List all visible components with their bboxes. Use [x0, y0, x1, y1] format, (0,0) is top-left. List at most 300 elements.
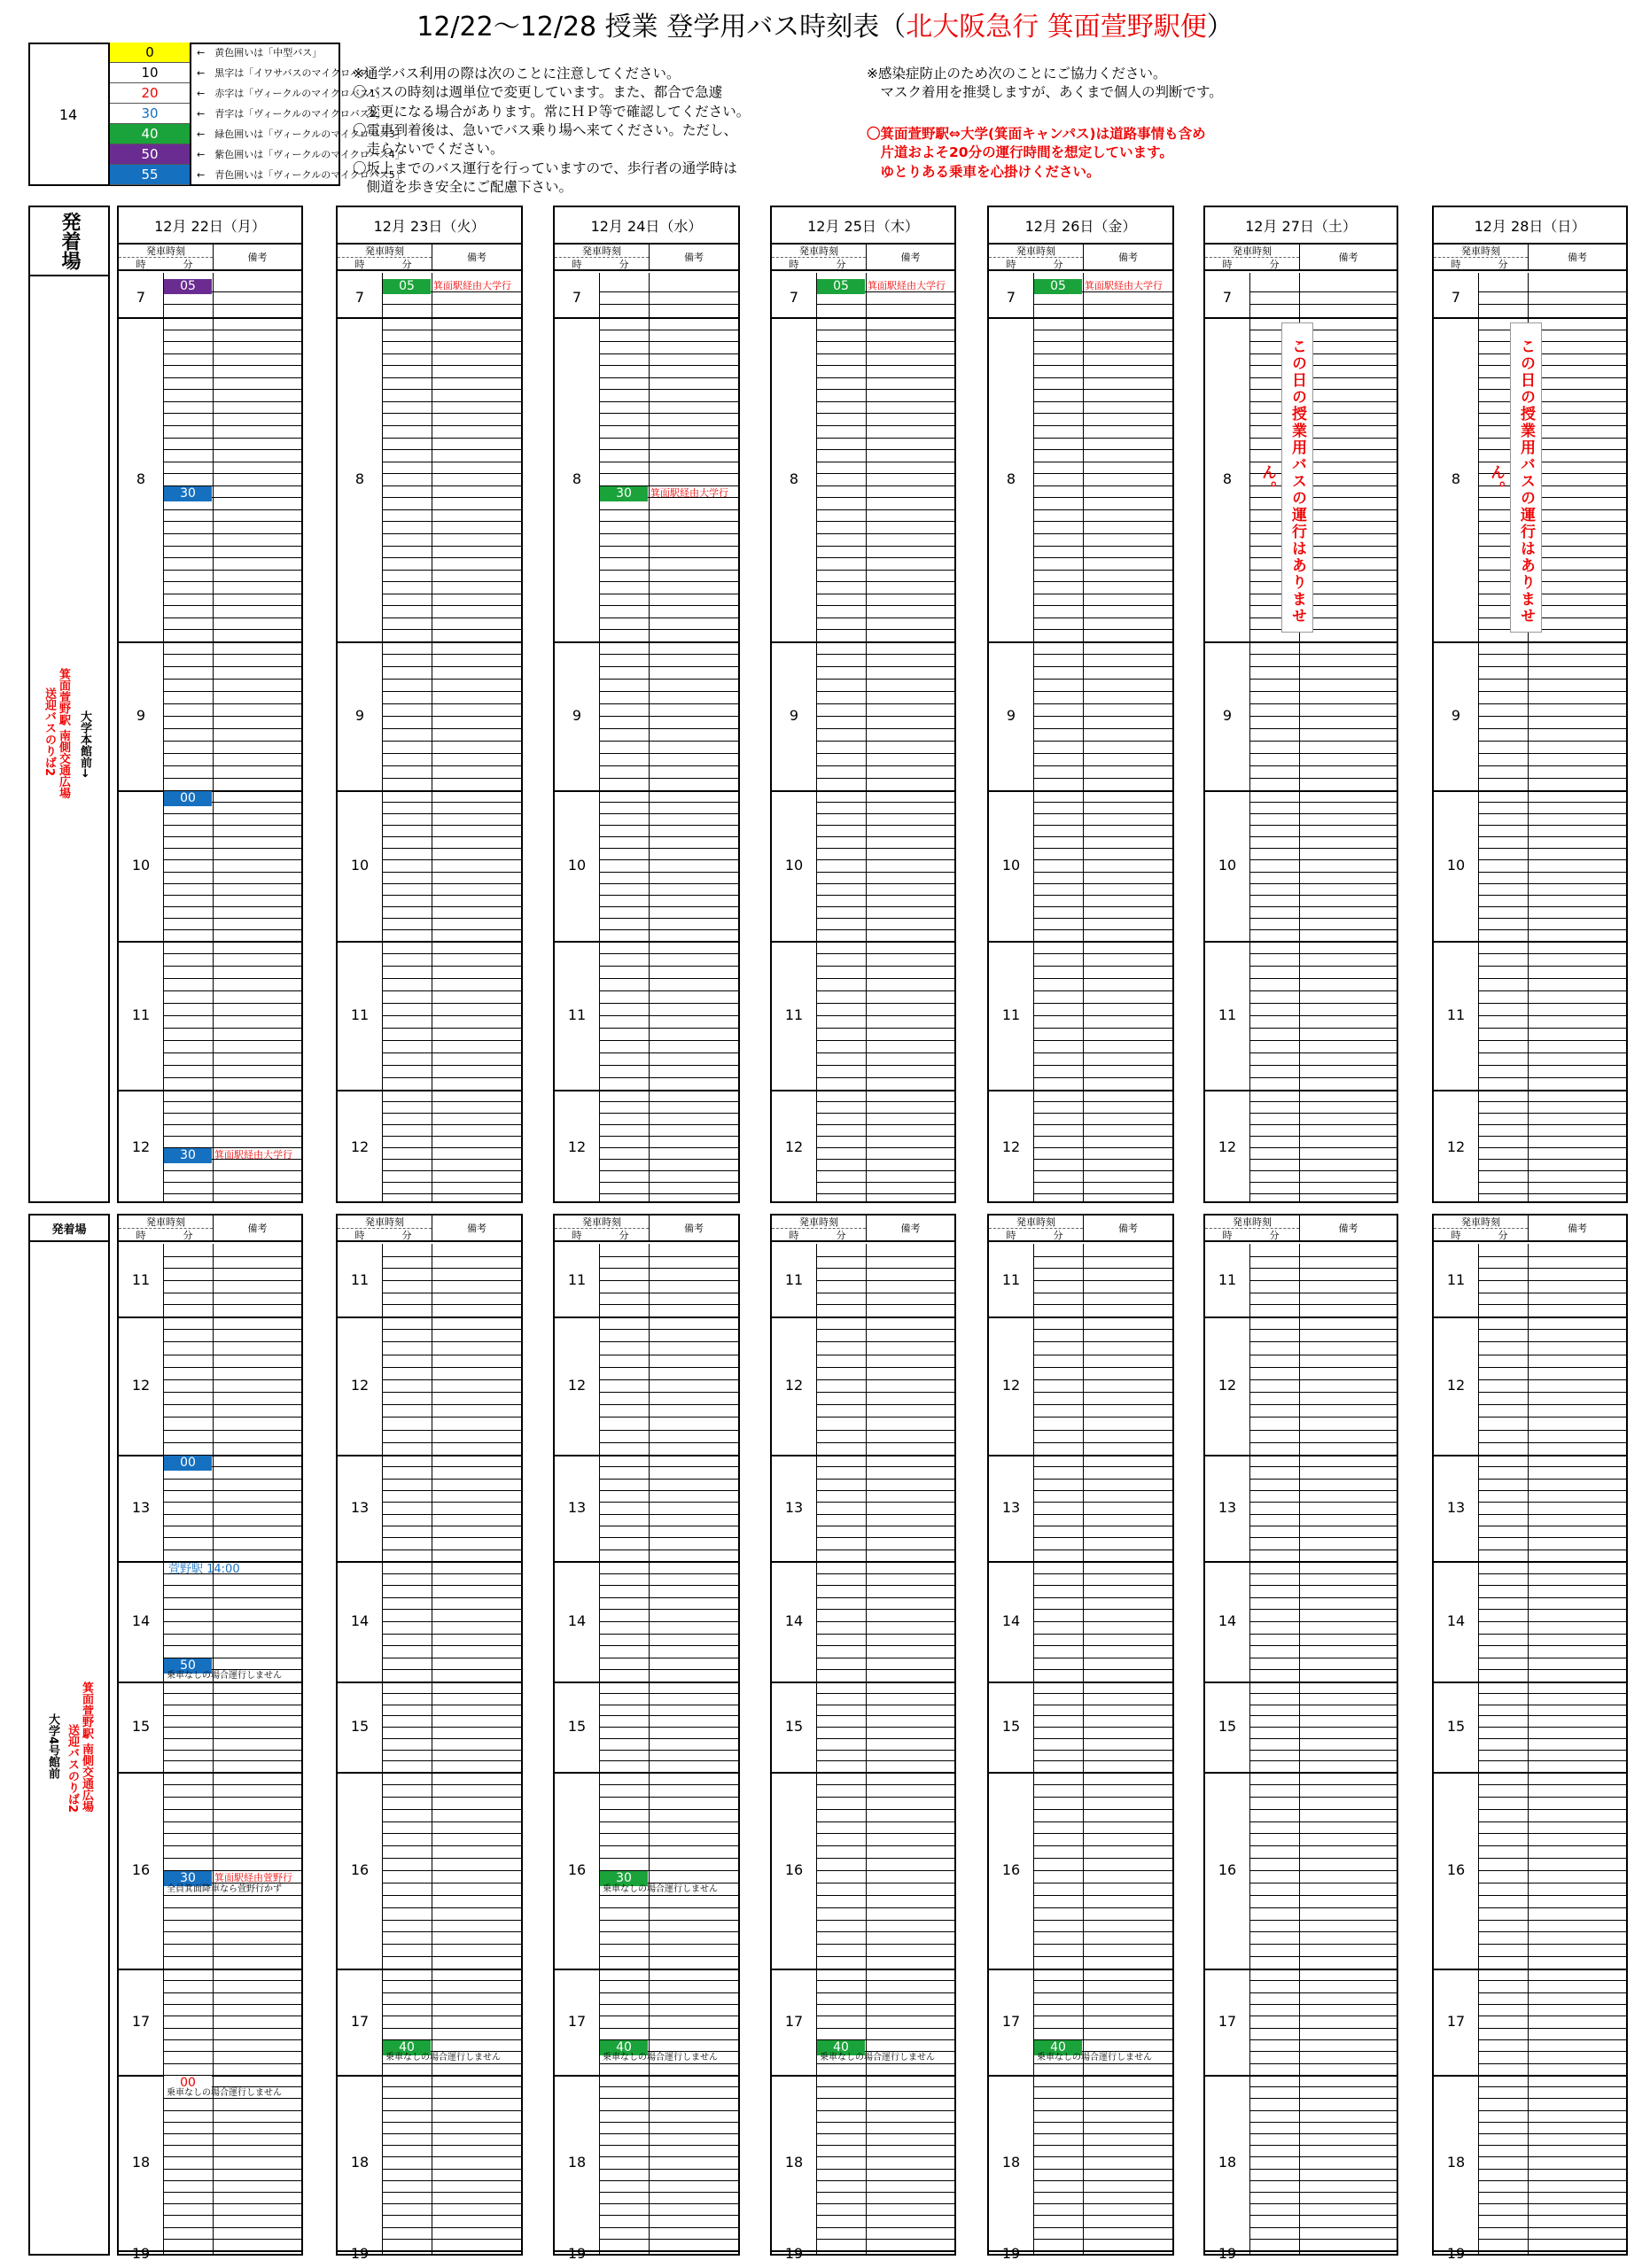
- grid-row-line: [816, 1065, 954, 1066]
- day-table: [770, 1214, 956, 2262]
- grid-row-line: [382, 1280, 521, 1281]
- grid-row-line: [382, 533, 521, 534]
- grid-row-line: [382, 1944, 521, 1945]
- hour-divider: [338, 2075, 521, 2077]
- grid-row-line: [382, 1379, 521, 1380]
- grid-row-line: [1249, 425, 1397, 426]
- grid-row-line: [163, 765, 301, 766]
- grid-row-line: [1478, 425, 1626, 426]
- grid-row-line: [1478, 654, 1626, 655]
- hour-block: [555, 2075, 738, 2250]
- grid-row-line: [1249, 1113, 1397, 1114]
- day-table: [336, 1214, 523, 2262]
- grid-row-line: [163, 1490, 301, 1491]
- grid-row-line: [1478, 1992, 1626, 1993]
- hour-label: 11: [784, 1006, 804, 1023]
- departure-minute[interactable]: 05: [164, 279, 212, 294]
- grid-row-line: [599, 1738, 738, 1739]
- grid-row-line: [1033, 2239, 1172, 2240]
- grid-row-line: [599, 825, 738, 826]
- grid-row-line: [1249, 1367, 1397, 1368]
- hour-block: [338, 1969, 521, 2075]
- grid-row-line: [599, 1669, 738, 1670]
- day-header: 12月 28日（日）: [1434, 207, 1626, 245]
- hour-divider: [1205, 1772, 1397, 1774]
- place-origin: 大学4号館前: [46, 1713, 59, 1780]
- grid-row-line: [382, 929, 521, 930]
- hour-block: [1205, 2075, 1397, 2250]
- hour-block: [989, 1561, 1172, 1682]
- grid-row-line: [599, 2145, 738, 2146]
- grid-row-line: [816, 1797, 954, 1798]
- remarks-header: 備考: [432, 1216, 521, 1242]
- grid-row-line: [163, 728, 301, 729]
- grid-row-line: [382, 2227, 521, 2228]
- hour-label: 16: [1446, 1861, 1466, 1878]
- grid-row-line: [163, 813, 301, 814]
- grid-row-line: [163, 1430, 301, 1431]
- grid-row-line: [816, 2215, 954, 2216]
- grid-row-line: [599, 438, 738, 439]
- grid-row-line: [382, 966, 521, 967]
- grid-row-line: [1033, 2192, 1172, 2193]
- grid-row-line: [382, 2110, 521, 2111]
- hour-label: 10: [1218, 857, 1237, 874]
- grid-row-line: [599, 1797, 738, 1798]
- grid-row-line: [1478, 1479, 1626, 1480]
- grid-row-line: [1249, 1077, 1397, 1078]
- grid-row-line: [599, 1490, 738, 1491]
- grid-row-line: [599, 1065, 738, 1066]
- grid-row-line: [816, 2004, 954, 2005]
- grid-row-line: [1249, 1907, 1397, 1908]
- day-header: 12月 23日（火）: [338, 207, 521, 245]
- grid-row-line: [163, 2215, 301, 2216]
- hour-block: [338, 1682, 521, 1772]
- hour-label: 12: [1446, 1377, 1466, 1394]
- grid-row-line: [1478, 1883, 1626, 1884]
- grid-row-line: [1249, 521, 1397, 522]
- hour-divider: [555, 1455, 738, 1456]
- grid-row-line: [1478, 1845, 1626, 1846]
- departure-minute[interactable]: 40: [600, 2040, 648, 2055]
- hour-block: [338, 641, 521, 790]
- grid-row-line: [163, 872, 301, 873]
- grid-row-line: [382, 953, 521, 954]
- grid-row-line: [1478, 848, 1626, 849]
- grid-row-line: [382, 1341, 521, 1342]
- departure-minute[interactable]: 30: [164, 486, 212, 501]
- departure-minute[interactable]: 05: [383, 279, 431, 294]
- grid-row-line: [599, 1956, 738, 1957]
- grid-row-line: [163, 413, 301, 414]
- grid-row-line: [382, 2156, 521, 2157]
- grid-row-line: [163, 1760, 301, 1761]
- grid-row-line: [816, 1597, 954, 1598]
- grid-row-line: [816, 859, 954, 860]
- grid-row-line: [1249, 654, 1397, 655]
- hour-block: [119, 278, 301, 317]
- grid-row-line: [382, 1101, 521, 1102]
- hour-block: [338, 317, 521, 641]
- grid-row-line: [1033, 813, 1172, 814]
- grid-row-line: [382, 716, 521, 717]
- grid-row-line: [1478, 836, 1626, 837]
- grid-row-line: [816, 389, 954, 390]
- no-service-notice: この日の授業用バスの運行はありません。: [1281, 322, 1313, 633]
- grid-row-line: [1033, 1895, 1172, 1896]
- grid-row-line: [599, 1760, 738, 1761]
- grid-row-line: [382, 883, 521, 884]
- grid-row-line: [1478, 1715, 1626, 1716]
- schedule-body: [338, 273, 521, 1201]
- departure-minute[interactable]: 00: [164, 1456, 212, 1471]
- hour-block: [1205, 1969, 1397, 2075]
- grid-row-line: [163, 2169, 301, 2170]
- grid-row-line: [816, 978, 954, 979]
- grid-row-line: [382, 1136, 521, 1137]
- hour-label: 12: [1001, 1138, 1021, 1155]
- grid-row-line: [1478, 605, 1626, 606]
- grid-row-line: [382, 1077, 521, 1078]
- grid-row-line: [816, 1669, 954, 1670]
- grid-row-line: [1478, 1040, 1626, 1041]
- departure-subnote: 乗車なしの場合運行しません: [820, 2053, 935, 2063]
- grid-row-line: [382, 825, 521, 826]
- hour-block: [1434, 1772, 1626, 1969]
- grid-row-line: [1033, 1341, 1172, 1342]
- grid-row-line: [163, 1634, 301, 1635]
- grid-row-line: [382, 2098, 521, 2099]
- column-header: [1434, 245, 1626, 271]
- hour-label: 11: [1218, 1006, 1237, 1023]
- hour-block: [119, 1244, 301, 1317]
- grid-row-line: [163, 848, 301, 849]
- grid-row-line: [1478, 2051, 1626, 2052]
- grid-row-line: [816, 728, 954, 729]
- grid-row-line: [163, 1015, 301, 1016]
- departure-minute[interactable]: 05: [1034, 279, 1082, 294]
- grid-row-line: [599, 1634, 738, 1635]
- departure-minute[interactable]: 30: [164, 1148, 212, 1163]
- grid-row-line: [1249, 778, 1397, 779]
- grid-row-line: [1478, 2227, 1626, 2228]
- grid-row-line: [1249, 1304, 1397, 1305]
- hour-label: 9: [1451, 707, 1461, 724]
- hour-block: [1205, 1317, 1397, 1455]
- grid-row-line: [599, 533, 738, 534]
- grid-row-line: [382, 629, 521, 630]
- grid-row-line: [816, 1502, 954, 1503]
- legend-swatch: 50: [110, 144, 190, 165]
- hour-divider: [1205, 2075, 1397, 2077]
- hour-divider: [772, 317, 954, 319]
- grid-row-line: [1478, 2098, 1626, 2099]
- departure-minute[interactable]: 40: [817, 2040, 865, 2055]
- depart-time-header: 発車時刻: [772, 1216, 866, 1229]
- grid-row-line: [816, 1833, 954, 1834]
- hour-label: 11: [784, 1271, 804, 1288]
- grid-row-line: [599, 966, 738, 967]
- grid-row-line: [1249, 1280, 1397, 1281]
- departure-minute[interactable]: 40: [383, 2040, 431, 2055]
- grid-row-line: [599, 1101, 738, 1102]
- grid-row-line: [1033, 2169, 1172, 2170]
- grid-row-line: [382, 449, 521, 450]
- grid-row-line: [1478, 1052, 1626, 1053]
- remarks-header: 備考: [649, 1216, 738, 1242]
- hour-label: 12: [784, 1377, 804, 1394]
- grid-row-line: [1478, 1442, 1626, 1443]
- grid-row-line: [1249, 1669, 1397, 1670]
- hour-label: 13: [1446, 1499, 1466, 1516]
- grid-row-line: [1033, 497, 1172, 498]
- hour-label: 10: [350, 857, 370, 874]
- grid-row-line: [599, 2004, 738, 2005]
- grid-row-line: [1478, 1907, 1626, 1908]
- grid-row-line: [1033, 953, 1172, 954]
- grid-row-line: [382, 753, 521, 754]
- departure-minute[interactable]: 05: [817, 279, 865, 294]
- grid-row-line: [816, 1101, 954, 1102]
- grid-row-line: [1249, 1573, 1397, 1574]
- grid-row-line: [816, 1379, 954, 1380]
- grid-row-line: [1033, 1883, 1172, 1884]
- hour-divider: [1434, 1090, 1626, 1091]
- grid-row-line: [816, 1784, 954, 1785]
- grid-row-line: [1478, 1634, 1626, 1635]
- hour-divider: [555, 1772, 738, 1774]
- departure-minute[interactable]: 30: [164, 1871, 212, 1886]
- grid-row-line: [816, 1715, 954, 1716]
- grid-row-line: [1033, 1784, 1172, 1785]
- grid-row-line: [816, 605, 954, 606]
- grid-row-line: [816, 691, 954, 692]
- grid-row-line: [1249, 1124, 1397, 1125]
- departure-note: 箕面駅経由大学行: [214, 1149, 292, 1161]
- grid-row-line: [1478, 1136, 1626, 1137]
- day-table: [1203, 1214, 1398, 2262]
- grid-row-line: [163, 401, 301, 402]
- grid-row-line: [599, 2227, 738, 2228]
- grid-row-line: [382, 1392, 521, 1393]
- grid-row-line: [816, 2180, 954, 2181]
- grid-row-line: [1478, 509, 1626, 510]
- grid-row-line: [1033, 1502, 1172, 1503]
- grid-row-line: [1478, 438, 1626, 439]
- hour-label: 10: [567, 857, 587, 874]
- grid-row-line: [1478, 906, 1626, 907]
- grid-row-line: [1249, 365, 1397, 366]
- hour-block: [1205, 1090, 1397, 1205]
- grid-row-line: [1249, 353, 1397, 354]
- grid-row-line: [1033, 1597, 1172, 1598]
- grid-row-line: [599, 291, 738, 292]
- grid-row-line: [1249, 765, 1397, 766]
- hour-divider: [1205, 1561, 1397, 1563]
- hour-divider: [989, 941, 1172, 943]
- hour-block: [1434, 2245, 1626, 2262]
- grid-row-line: [382, 1028, 521, 1029]
- grid-row-line: [382, 413, 521, 414]
- grid-row-line: [382, 1750, 521, 1751]
- grid-row-line: [382, 485, 521, 486]
- grid-row-line: [382, 778, 521, 779]
- grid-row-line: [1249, 413, 1397, 414]
- departure-minute[interactable]: 40: [1034, 2040, 1082, 2055]
- day-header: 12月 24日（水）: [555, 207, 738, 245]
- grid-row-line: [599, 2028, 738, 2029]
- grid-row-line: [1249, 1101, 1397, 1102]
- departure-subnote: 全員箕面降車なら萱野行かず: [167, 1884, 282, 1894]
- grid-row-line: [163, 473, 301, 474]
- grid-row-line: [1033, 1750, 1172, 1751]
- grid-row-line: [382, 1920, 521, 1921]
- grid-row-line: [599, 978, 738, 979]
- grid-row-line: [816, 1124, 954, 1125]
- grid-row-line: [382, 377, 521, 378]
- grid-row-line: [1249, 859, 1397, 860]
- hour-block: [338, 1455, 521, 1561]
- grid-row-line: [1478, 1669, 1626, 1670]
- grid-row-line: [816, 473, 954, 474]
- grid-row-line: [163, 425, 301, 426]
- grid-row-line: [1033, 1101, 1172, 1102]
- grid-row-line: [599, 473, 738, 474]
- grid-row-line: [1033, 1077, 1172, 1078]
- grid-row-line: [163, 2145, 301, 2146]
- grid-row-line: [816, 1193, 954, 1194]
- grid-row-line: [1249, 1750, 1397, 1751]
- departure-minute[interactable]: 00: [164, 791, 212, 806]
- departure-minute[interactable]: 30: [600, 486, 648, 501]
- departure-minute[interactable]: 00: [164, 2076, 212, 2091]
- grid-row-line: [1478, 666, 1626, 667]
- grid-row-line: [599, 1609, 738, 1610]
- grid-row-line: [382, 2004, 521, 2005]
- grid-row-line: [1033, 1256, 1172, 1257]
- grid-row-line: [1478, 570, 1626, 571]
- depart-time-header: 発車時刻: [1434, 1216, 1528, 1229]
- grid-row-line: [382, 1442, 521, 1443]
- grid-row-line: [1249, 1883, 1397, 1884]
- grid-row-line: [1478, 1113, 1626, 1114]
- hour-divider: [1205, 941, 1397, 943]
- grid-row-line: [816, 1147, 954, 1148]
- grid-row-line: [1478, 401, 1626, 402]
- day-header: 12月 25日（木）: [772, 207, 954, 245]
- grid-row-line: [382, 2192, 521, 2193]
- schedule-body: [1205, 1244, 1397, 2262]
- grid-row-line: [382, 341, 521, 342]
- grid-row-line: [816, 617, 954, 618]
- remarks-header: 備考: [432, 245, 521, 271]
- day-table: [1203, 206, 1398, 1203]
- grid-row-line: [1478, 546, 1626, 547]
- day-table: [987, 206, 1174, 1203]
- grid-row-line: [1033, 848, 1172, 849]
- grid-row-line: [816, 353, 954, 354]
- grid-row-line: [599, 605, 738, 606]
- grid-row-line: [1033, 1170, 1172, 1171]
- hour-label: 17: [1218, 2013, 1237, 2030]
- grid-row-line: [1478, 341, 1626, 342]
- grid-row-line: [163, 1077, 301, 1078]
- minute-header: 分: [836, 1230, 846, 1241]
- grid-row-line: [1249, 1003, 1397, 1004]
- departure-minute[interactable]: 30: [600, 1871, 648, 1886]
- grid-row-line: [163, 1182, 301, 1183]
- grid-row-line: [1249, 629, 1397, 630]
- grid-row-line: [599, 1992, 738, 1993]
- grid-row-line: [816, 778, 954, 779]
- grid-row-line: [1478, 1182, 1626, 1183]
- grid-row-line: [1249, 2028, 1397, 2029]
- schedule-body: [989, 1244, 1172, 2262]
- depart-time-header: 発車時刻: [1205, 245, 1299, 258]
- hour-label: 18: [131, 2154, 151, 2171]
- hour-header: 時: [1006, 259, 1016, 270]
- grid-row-line: [382, 859, 521, 860]
- grid-row-line: [599, 1193, 738, 1194]
- grid-row-line: [816, 1634, 954, 1635]
- grid-row-line: [1033, 509, 1172, 510]
- hour-label: 14: [1001, 1612, 1021, 1629]
- grid-row-line: [382, 1809, 521, 1810]
- grid-row-line: [1478, 1502, 1626, 1503]
- note-text: 走らないでください。: [353, 141, 504, 158]
- grid-row-line: [1478, 1738, 1626, 1739]
- hour-label: 7: [1222, 289, 1233, 306]
- hour-label: 13: [567, 1499, 587, 1516]
- grid-row-line: [1033, 546, 1172, 547]
- grid-row-line: [816, 1304, 954, 1305]
- grid-row-line: [1033, 929, 1172, 930]
- grid-row-line: [382, 1992, 521, 1993]
- grid-row-line: [1033, 605, 1172, 606]
- grid-row-line: [1033, 438, 1172, 439]
- hour-label: 10: [784, 857, 804, 874]
- grid-row-line: [599, 2086, 738, 2087]
- grid-row-line: [599, 753, 738, 754]
- departure-note: 箕面駅経由大学行: [1085, 280, 1163, 291]
- hour-label: 8: [1006, 470, 1016, 487]
- grid-row-line: [1033, 1182, 1172, 1183]
- hour-divider: [338, 1969, 521, 1970]
- grid-row-line: [1033, 1821, 1172, 1822]
- schedule-body: [772, 1244, 954, 2262]
- grid-row-line: [163, 353, 301, 354]
- hour-block: [989, 941, 1172, 1090]
- grid-row-line: [382, 1797, 521, 1798]
- grid-row-line: [1033, 401, 1172, 402]
- grid-row-line: [599, 654, 738, 655]
- departure-minute[interactable]: 50: [164, 1658, 212, 1674]
- hour-label: 13: [1001, 1499, 1021, 1516]
- depart-time-header: 発車時刻: [989, 245, 1083, 258]
- hour-divider: [772, 790, 954, 792]
- grid-row-line: [1033, 1931, 1172, 1932]
- grid-row-line: [816, 895, 954, 896]
- hour-block: [989, 2075, 1172, 2250]
- legend-swatch: 40: [110, 124, 190, 144]
- grid-row-line: [1033, 521, 1172, 522]
- grid-row-line: [816, 2203, 954, 2204]
- grid-row-line: [163, 1727, 301, 1728]
- grid-row-line: [1478, 883, 1626, 884]
- grid-row-line: [599, 1645, 738, 1646]
- departure-note: 箕面駅経由大学行: [433, 280, 511, 291]
